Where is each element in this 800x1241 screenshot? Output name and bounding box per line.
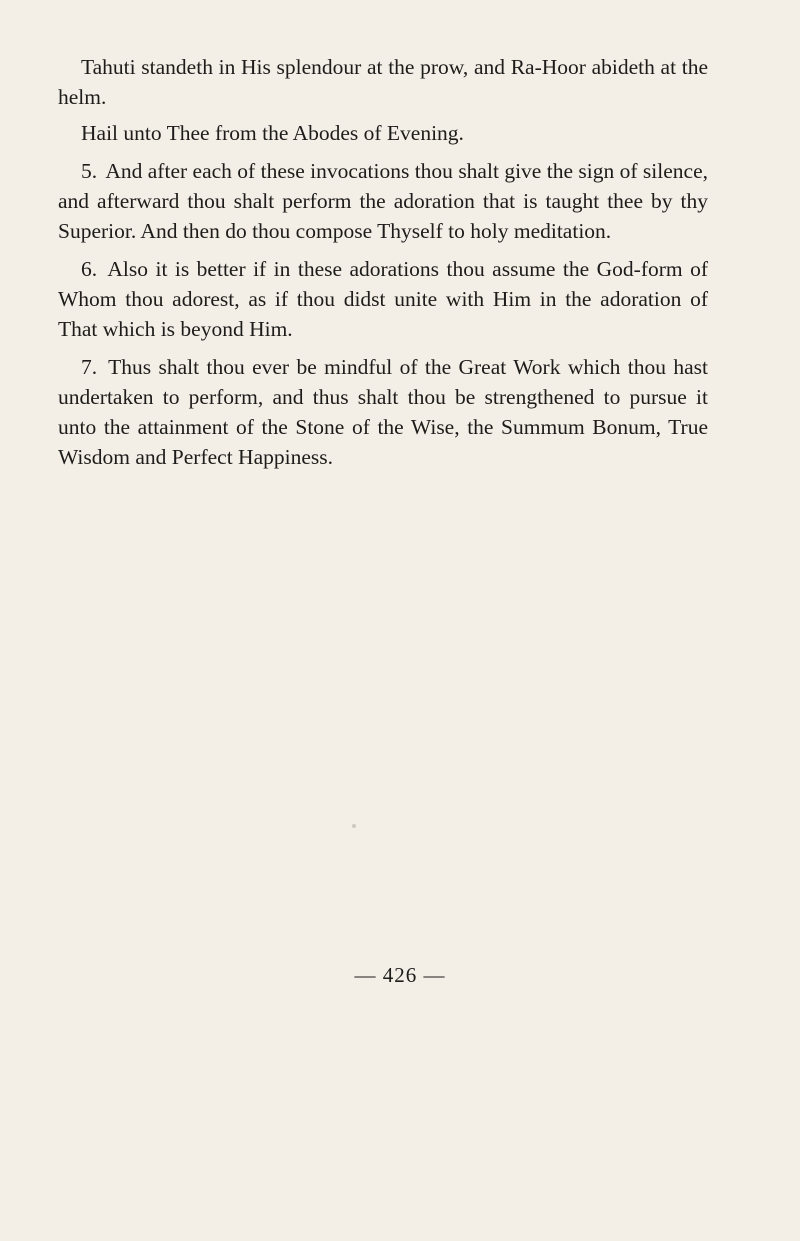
page-body [58,52,708,480]
paragraph-tahuti [58,52,708,112]
page-number: — 426 — [354,963,446,987]
paragraph-text: And after each of these invocations thou shalt give the sign of silence, and afterward thou shalt perform the adoration that is taught thee by thy Superior. And then do thou compose Thyself to holy meditation. [58,159,708,243]
paragraph-5 [58,156,708,246]
paragraph-text: Also it is better if in these adorations thou assume the God-form of Whom thou adorest, as if thou didst unite with Him in the adoration of That which is beyond Him. [58,257,708,341]
paragraph-hail [58,118,708,148]
paragraph-number: 6. [81,257,98,281]
paragraph-text: Thus shalt thou ever be mindful of the Great Work which thou hast undertaken to perform, and thus shalt thou be strengthened to pursue it unto the attainment of the Stone of the Wise, the Summum Bonum, True Wisdom and Perfect Happiness. [58,355,708,469]
paper-speck [352,824,356,828]
paragraph-text: Tahuti standeth in His splendour at the prow, and Ra-Hoor abideth at the helm. [58,55,708,109]
paragraph-6 [58,254,708,344]
paragraph-text: Hail unto Thee from the Abodes of Evening. [81,121,464,145]
paragraph-7 [58,352,708,472]
paragraph-number: 7. [81,355,98,379]
paragraph-number: 5. [81,159,98,183]
